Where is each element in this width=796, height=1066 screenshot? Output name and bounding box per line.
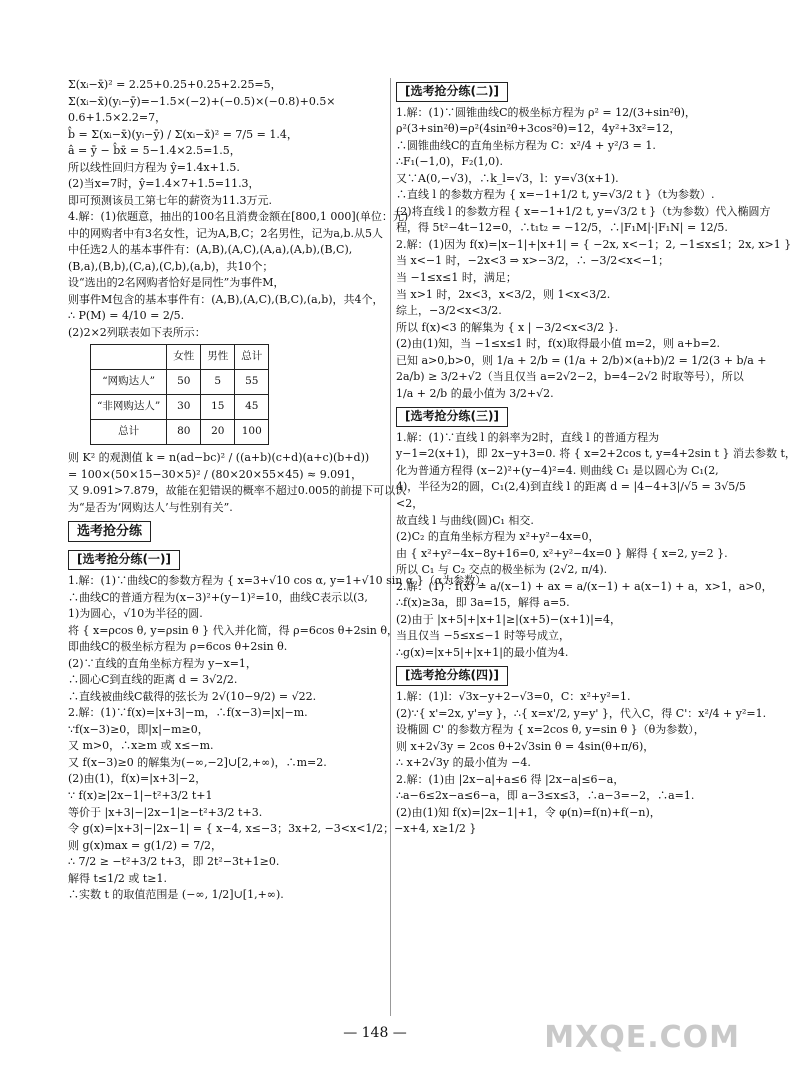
solution-line: 2a/b) ≥ 3/2+√2（当且仅当 a=2√2−2，b=4−2√2 时取等号），所以 xyxy=(396,370,744,384)
solution-line: (2)∵{ x'=2x, y'=y }，∴{ x=x'/2, y=y' }，代入C，得 C'：x²/4 + y²=1. xyxy=(396,706,767,720)
solution-line: ∴圆锥曲线C的直角坐标方程为 C：x²/4 + y²/3 = 1. xyxy=(396,138,656,152)
solution-line: 所以 f(x)<3 的解集为 { x | −3/2<x<3/2 }. xyxy=(396,320,619,334)
solution-line: 2.解：(1)∵f(x)=|x+3|−m，∴f(x−3)=|x|−m. xyxy=(68,706,308,720)
solution-line: 即可预测该员工第七年的薪资为11.3万元. xyxy=(68,193,272,207)
solution-line: ∴f(x)≥3a，即 3a=15，解得 a=5. xyxy=(396,596,570,610)
solution-line: (2)∵直线的直角坐标方程为 y−x=1， xyxy=(68,656,257,670)
solution-line: ∴g(x)=|x+5|+|x+1|的最小值为4. xyxy=(396,645,569,659)
solution-line: ∵ f(x)≥|2x−1|−t²+3/2 t+1 xyxy=(68,789,213,802)
solution-line: 故直线 l 与曲线(圆)C₁ 相交. xyxy=(396,513,534,527)
solution-line: ∴ P(M) = 4/10 = 2/5. xyxy=(68,309,185,323)
table-cell: 45 xyxy=(235,395,269,420)
table-row xyxy=(91,395,269,420)
section-heading-1: [选考抢分练(一)] xyxy=(68,550,180,570)
solution-line: 由 { x²+y²−4x−8y+16=0, x²+y²−4x=0 } 解得 { x=2, y=2 }. xyxy=(396,546,728,560)
table-cell: “非网购达人” xyxy=(91,395,167,420)
solution-line: (2)由于 |x+5|+|x+1|≥|(x+5)−(x+1)|=4， xyxy=(396,612,622,626)
solution-line: 将 { x=ρcos θ, y=ρsin θ } 代入并化简，得 ρ=6cos θ+2sin θ， xyxy=(68,623,398,637)
table-header-cell: 总计 xyxy=(235,345,269,370)
table-header-cell xyxy=(91,345,167,370)
solution-line: 1)为圆心，√10为半径的圆. xyxy=(68,607,203,621)
solution-line: = 100×(50×15−30×5)² / (80×20×55×45) ≈ 9.091， xyxy=(68,467,363,481)
table-cell: 15 xyxy=(201,395,235,420)
solution-line: 当 x<−1 时，−2x<3 ⇒ x>−3/2，∴ −3/2<x<−1； xyxy=(396,254,670,268)
solution-line: 又 m>0，∴x≥m 或 x≤−m. xyxy=(68,739,214,753)
table-row xyxy=(91,420,269,445)
contingency-table xyxy=(90,344,269,445)
solution-line: Σ(xᵢ−x̄)² = 2.25+0.25+0.25+2.25=5， xyxy=(68,78,282,91)
solution-line: (2)当x=7时，ŷ=1.4×7+1.5=11.3， xyxy=(68,177,260,191)
solution-line: 所以线性回归方程为 ŷ=1.4x+1.5. xyxy=(68,160,240,174)
solution-line: 综上，−3/2<x<3/2. xyxy=(396,304,502,318)
solution-line: 1.解：(1)∵圆锥曲线C的极坐标方程为 ρ² = 12/(3+sin²θ)， xyxy=(396,105,696,119)
solution-line: 4.解：(1)依题意，抽出的100名且消费金额在[800,1 000](单位：元) xyxy=(68,210,409,224)
solution-line: (2)由(1)，f(x)=|x+3|−2， xyxy=(68,772,207,786)
solution-line: 程，得 5t²−4t−12=0，∴t₁t₂ = −12/5，∴|F₁M|·|F₁N| = 12/5. xyxy=(396,221,728,235)
solution-line: b̂ = Σ(xᵢ−x̄)(yᵢ−ȳ) / Σ(xᵢ−x̄)² = 7/5 = 1.4， xyxy=(68,127,298,141)
solution-line: 则 x+2√3y = 2cos θ+2√3sin θ = 4sin(θ+π/6)， xyxy=(396,739,655,753)
solution-line: 设椭圆 C' 的参数方程为 { x=2cos θ, y=sin θ }（θ为参数）， xyxy=(396,723,705,737)
solution-line: ∵f(x−3)≥0，即|x|−m≥0， xyxy=(68,722,209,736)
table-header-cell: 女性 xyxy=(167,345,201,370)
solution-line: 又∵A(0,−√3)，∴k_l=√3，l：y=√3(x+1). xyxy=(396,171,619,185)
solution-line: 令 g(x)=|x+3|−|2x−1| = { x−4, x≤−3；3x+2, −3<x<1/2；−x+4, x≥1/2 } xyxy=(68,822,477,836)
section-heading-2: [选考抢分练(二)] xyxy=(396,82,508,102)
table-cell: 30 xyxy=(167,395,201,420)
right-block-practice-4 xyxy=(396,689,767,820)
left-block-chi-square xyxy=(68,451,407,515)
solution-line: 等价于 |x+3|−|2x−1|≥−t²+3/2 t+3. xyxy=(68,805,263,819)
section-heading-3: [选考抢分练(三)] xyxy=(396,407,508,427)
solution-line: 2.解：(1)因为 f(x)=|x−1|+|x+1| = { −2x, x<−1；2, −1≤x≤1；2x, x>1 } xyxy=(396,237,792,251)
page-number: — 148 — xyxy=(343,1025,407,1041)
solution-line: 则 K² 的观测值 k = n(ad−bc)² / ((a+b)(c+d)(a+c)(b+d)) xyxy=(68,451,370,465)
table-cell: 50 xyxy=(167,370,201,395)
solution-line: (2)由(1)知，当 −1≤x≤1 时，f(x)取得最小值 m=2，则 a+b=2. xyxy=(396,337,721,351)
solution-line: y−1=2(x+1)，即 2x−y+3=0. 将 { x=2+2cos t, y=4+2sin t } 消去参数 t， xyxy=(396,447,796,461)
section-heading-main: 选考抢分练 xyxy=(68,521,151,542)
table-cell: 100 xyxy=(235,420,269,445)
solution-line: 当 −1≤x≤1 时，满足； xyxy=(396,270,517,284)
solution-line: 0.6+1.5×2.2=7， xyxy=(68,111,167,125)
solution-line: 则 g(x)max = g(1/2) = 7/2， xyxy=(68,838,222,852)
table-header-cell: 男性 xyxy=(201,345,235,370)
solution-line: 2.解：(1)∵f(x) = a/(x−1) + ax = a/(x−1) + a(x−1) + a，x>1，a>0， xyxy=(396,579,773,593)
solution-line: 又 9.091>7.879，故能在犯错误的概率不超过0.005的前提下可以认 xyxy=(68,484,407,498)
right-block-practice-3 xyxy=(396,430,796,660)
table-cell: 5 xyxy=(201,370,235,395)
table-cell: 20 xyxy=(201,420,235,445)
solution-line: 所以 C₁ 与 C₂ 交点的极坐标为 (2√2, π/4). xyxy=(396,563,608,577)
solution-line: 即曲线C的极坐标方程为 ρ=6cos θ+2sin θ. xyxy=(68,640,288,654)
solution-line: ∴直线被曲线C截得的弦长为 2√(10−9/2) = √22. xyxy=(68,689,317,703)
solution-line: ∴圆心C到直线的距离 d = 3√2/2. xyxy=(68,673,238,687)
solution-line: ∴ x+2√3y 的最小值为 −4. xyxy=(396,756,531,770)
solution-line: 1/a + 2/b 的最小值为 3/2+√2. xyxy=(396,386,554,400)
solution-line: ∴a−6≤2x−a≤6−a，即 a−3≤x≤3，∴a−3=−2，∴a=1. xyxy=(396,789,695,803)
solution-line: (2)由(1)知 f(x)=|2x−1|+1，令 φ(n)=f(n)+f(−n)， xyxy=(396,805,661,819)
solution-line: 设“选出的2名网购者恰好是同性”为事件M， xyxy=(68,276,285,290)
solution-line: â = ȳ − b̂x̄ = 5−1.4×2.5=1.5， xyxy=(68,144,241,158)
solution-line: ∴ 7/2 ≥ −t²+3/2 t+3，即 2t²−3t+1≥0. xyxy=(68,855,280,869)
solution-line: ∴实数 t 的取值范围是 (−∞, 1/2]∪[1,+∞). xyxy=(68,888,284,902)
solution-line: 1.解：(1)l：√3x−y+2−√3=0，C：x²+y²=1. xyxy=(396,689,631,703)
solution-line: 则事件M包含的基本事件有：(A,B),(A,C),(B,C),(a,b)，共4个， xyxy=(68,292,384,306)
solution-line: 已知 a>0,b>0，则 1/a + 2/b = (1/a + 2/b)×(a+b)/2 = 1/2(3 + b/a + xyxy=(396,353,767,367)
table-row xyxy=(91,370,269,395)
solution-line: ∴直线 l 的参数方程为 { x=−1+1/2 t, y=√3/2 t }（t为参数）. xyxy=(396,188,715,202)
right-column xyxy=(396,78,796,822)
solution-line: ∴曲线C的普通方程为(x−3)²+(y−1)²=10，曲线C表示以(3, xyxy=(68,590,368,604)
table-cell: 55 xyxy=(235,370,269,395)
table-cell: “网购达人” xyxy=(91,370,167,395)
solution-line: (2)C₂ 的直角坐标方程为 x²+y²−4x=0， xyxy=(396,530,600,544)
solution-line: <2， xyxy=(396,497,424,510)
solution-line: 中任选2人的基本事件有：(A,B),(A,C),(A,a),(A,b),(B,C), xyxy=(68,243,353,257)
solution-line: ∴F₁(−1,0)，F₂(1,0). xyxy=(396,155,503,169)
table-cell: 80 xyxy=(167,420,201,445)
solution-line: 当 x>1 时，2x<3，x<3/2，则 1<x<3/2. xyxy=(396,287,611,301)
solution-line: ρ²(3+sin²θ)=ρ²(4sin²θ+3cos²θ)=12，4y²+3x²=12， xyxy=(396,122,681,136)
solution-line: 中的网购者中有3名女性，记为A,B,C；2名男性，记为a,b.从5人 xyxy=(68,226,384,240)
solution-line: (2)2×2列联表如下表所示： xyxy=(68,325,206,339)
solution-line: 解得 t≤1/2 或 t≥1. xyxy=(68,871,167,885)
solution-line: Σ(xᵢ−x̄)(yᵢ−ȳ)=−1.5×(−2)+(−0.5)×(−0.8)+0.5× xyxy=(68,94,336,108)
table-header-row xyxy=(91,345,269,370)
right-block-practice-2 xyxy=(396,105,792,401)
solution-line: 4)，半径为2的圆，C₁(2,4)到直线 l 的距离 d = |4−4+3|/√5 = 3√5/5 xyxy=(396,480,746,494)
solution-line: 1.解：(1)∵曲线C的参数方程为 { x=3+√10 cos α, y=1+√10 sin α }（α为参数）， xyxy=(68,574,492,588)
table-cell: 总计 xyxy=(91,420,167,445)
solution-line: 当且仅当 −5≤x≤−1 时等号成立， xyxy=(396,629,571,643)
solution-line: 2.解：(1)由 |2x−a|+a≤6 得 |2x−a|≤6−a， xyxy=(396,772,625,786)
solution-line: 为“是否为‘网购达人’与性别有关”. xyxy=(68,500,233,514)
left-block-regression xyxy=(68,78,409,340)
solution-line: (2)将直线 l 的参数方程 { x=−1+1/2 t, y=√3/2 t }（t为参数）代入椭圆方 xyxy=(396,204,771,218)
watermark-logo: MXQE.COM xyxy=(544,1020,740,1056)
section-heading-4: [选考抢分练(四)] xyxy=(396,666,508,686)
solution-line: 化为普通方程得 (x−2)²+(y−4)²=4. 则曲线 C₁ 是以圆心为 C₁(2, xyxy=(396,463,719,477)
solution-line: 1.解：(1)∵直线 l 的斜率为2时，直线 l 的普通方程为 xyxy=(396,430,660,444)
solution-line: (B,a),(B,b),(C,a),(C,b),(a,b)，共10个； xyxy=(68,259,274,273)
solution-line: 又 f(x−3)≥0 的解集为(−∞,−2]∪[2,+∞)，∴m=2. xyxy=(68,755,327,769)
